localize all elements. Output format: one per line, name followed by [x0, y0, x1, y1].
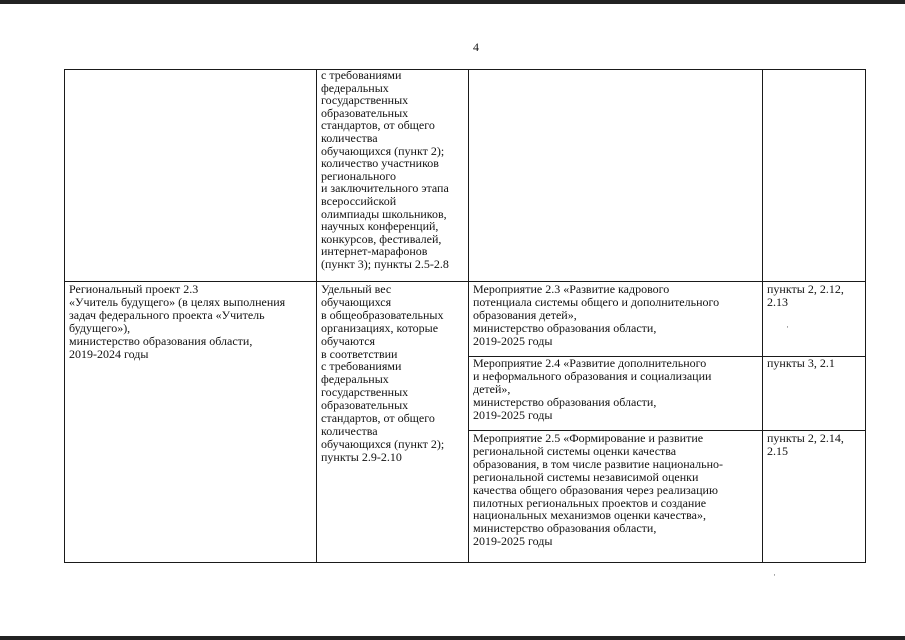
indicator-cell-continued: с требованиями федеральных государственных образовательных стандартов, от общего количества обучающихся (пункт 2); количество участников регионального и заключительного этапа всероссийской олимпиады школьников, научных конференций, конкурсов, фестивалей, интернет-марафонов (пункт 3); пункты 2.5-2.8 [321, 69, 449, 271]
measure-2-3-points: пункты 2, 2.12, 2.13 [767, 283, 844, 309]
row-divider [64, 281, 866, 282]
measure-2-5-cell: Мероприятие 2.5 «Формирование и развитие региональной системы оценки качества образования, в том числе развитие национально- региональной системы независимой оценки качества общего образования через реализацию пилотных региональных проектов и создание национальных механизмов оценки качества», министерство образования области, 2019-2025 годы [473, 432, 723, 549]
measure-2-3-cell: Мероприятие 2.3 «Развитие кадрового потенциала системы общего и дополнительного образования детей», министерство образования области, 2019-2025 годы [473, 283, 720, 348]
measure-2-4-points: пункты 3, 2.1 [767, 357, 835, 370]
table-bottom-border [64, 562, 866, 563]
table-right-border [865, 69, 866, 563]
scan-bottom-border [0, 636, 905, 640]
scan-speck: · [773, 570, 776, 580]
measure-2-4-cell: Мероприятие 2.4 «Развитие дополнительного и неформального образования и социализации детей», министерство образования области, 2019-2025 годы [473, 357, 712, 422]
regional-project-cell: Региональный проект 2.3 «Учитель будущего» (в целях выполнения задач федерального проекта «Учитель будущего»), министерство образования области, 2019-2024 годы [69, 283, 286, 361]
measure-2-5-points: пункты 2, 2.14, 2.15 [767, 432, 844, 458]
scan-speck: · [786, 322, 789, 332]
page-number: 4 [473, 40, 479, 54]
scan-top-border [0, 0, 905, 4]
indicator-cell: Удельный вес обучающихся в общеобразовательных организациях, которые обучаются в соответствии с требованиями федеральных государственных образовательных стандартов, от общего количества обучающихся (пункт 2); пункты 2.9-2.10 [321, 283, 445, 464]
measure-divider [468, 430, 866, 431]
